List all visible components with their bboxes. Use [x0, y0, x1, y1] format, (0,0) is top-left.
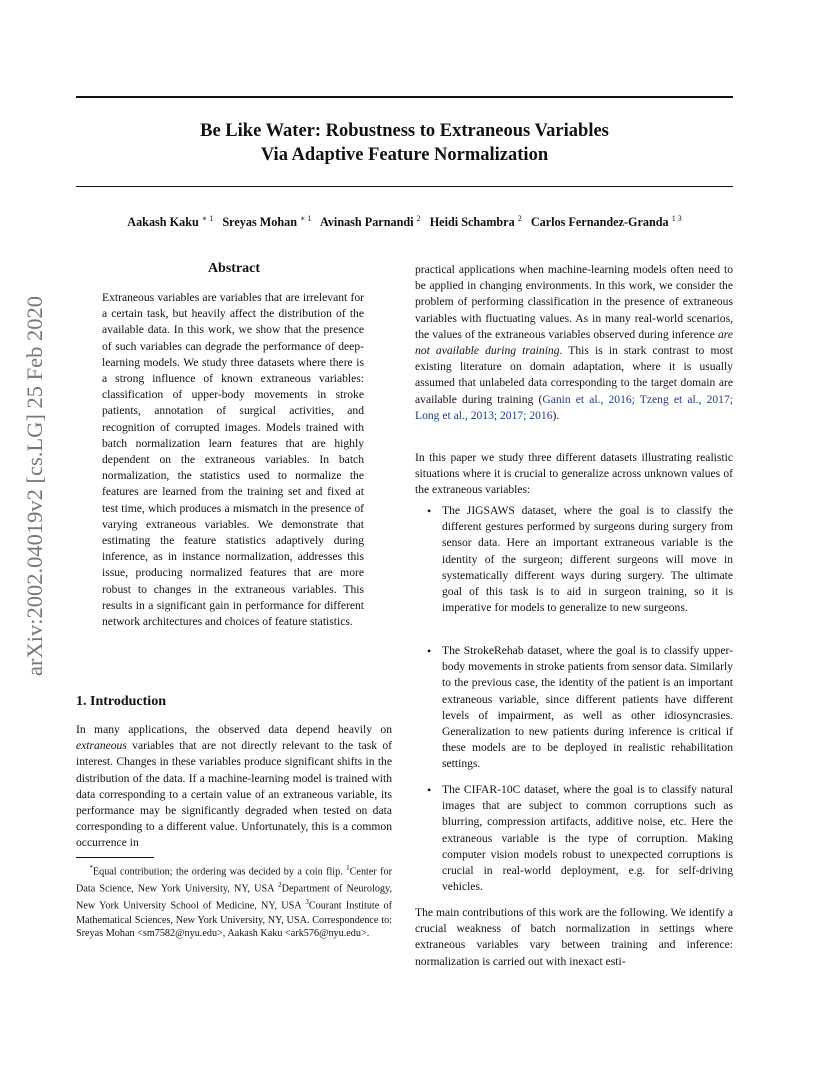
section-heading-introduction: 1. Introduction	[76, 694, 166, 709]
title-rule-bottom	[76, 186, 733, 187]
list-item: • The JIGSAWS dataset, where the goal is to classify the different gestures performed by surgeons during surgery from sensor data. Here an important extraneous variable is the identity of the surgeon; different surgeons will move in systematically different ways during surgery. The ultimate goal of this task is to aid in surgeon training, so it is imperative for models to generalize to new surgeons.	[415, 503, 733, 616]
list-item: • The StrokeRehab dataset, where the goal is to classify upper-body movements in stroke patients from sensor data. Similarly to the previous case, the identity of the patient is an important extraneous variable, since different patients have different levels of impairment, as well as other idiosyncrasies. Generalization to new patients during inference is critical if these models are to be deployed in realistic rehabilitation settings.	[415, 643, 733, 773]
arxiv-stamp	[18, 286, 52, 686]
abstract-text: Extraneous variables are variables that are irrelevant for a certain task, but heavily affect the distribution of the available data. In this work, we show that the presence of such variables can degrade the performance of deep-learning models. We study three datasets where there is a strong influence of known extraneous variables: classification of upper-body movements in stroke patients, annotation of surgical activities, and recognition of corrupted images. Models trained with batch normalization learn features that are highly dependent on the extraneous variables. In batch normalization, the statistics used to normalize the features are learned from the training set and fixed at test time, which produces a mismatch in the presence of varying extraneous variables. We demonstrate that estimating the feature statistics adaptively during inference, as in instance normalization, addresses this issue, producing normalized features that are more robust to changes in the extraneous variables. This results in a significant gain in performance for different network architectures and choices of feature statistics.	[102, 291, 364, 629]
emphasis-text: extraneous	[76, 739, 127, 753]
footnote-text-run: Equal contribution; the ordering was decided by a coin flip.	[92, 866, 347, 878]
body-paragraph: In this paper we study three different datasets illustrating realistic situations where it is crucial to generalize across unknown values of the extraneous variables:	[415, 451, 733, 497]
footnote-text-run: Courant Institute of Mathematical Sciences, New York University, NY, USA. Correspondence to: Sreyas Mohan <sm7582@nyu.edu>, Aakash Kaku <ark576@nyu.edu>.	[76, 900, 392, 940]
footnote-marker: 1	[346, 864, 350, 872]
text-run: In many applications, the observed data depend heavily on	[76, 723, 392, 736]
dataset-list	[415, 643, 733, 773]
citation-link[interactable]: Ganin et al., 2016; Tzeng et al., 2017; Long et al., 2013; 2017; 2016	[415, 392, 733, 422]
footnote-marker: 2	[278, 881, 282, 890]
dataset-list	[415, 503, 733, 616]
paper-title-line-1: Be Like Water: Robustness to Extraneous Variables	[200, 121, 609, 141]
author-affiliation: 1 3	[671, 214, 682, 223]
introduction-paragraph	[76, 722, 392, 852]
footnote	[76, 862, 392, 941]
author-name: Sreyas Mohan	[222, 215, 297, 230]
footnote-text-run: Center for Data Science, New York University, NY, USA	[76, 866, 393, 895]
paper-title-line-2: Via Adaptive Feature Normalization	[260, 145, 549, 165]
author-name: Heidi Schambra	[429, 215, 515, 230]
list-item: • The CIFAR-10C dataset, where the goal is to classify natural images that are subject to common corruptions such as blurring, compression artifacts, additive noise, etc. Here the extraneous variable is the type of corruption. Making computer vision models robust to unexpected corruptions is crucial in real-world deployment, e.g. for self-driving vehicles.	[415, 782, 733, 895]
author-affiliation: 2	[517, 214, 522, 223]
title-rule-top	[76, 96, 733, 98]
text-run: ).	[552, 408, 560, 422]
author-affiliation: ∗ 1	[300, 214, 312, 223]
author-list	[76, 214, 733, 230]
text-run: . This is in stark contrast to most existing literature on domain adaptation, where it is usually assumed that unlabeled data corresponding to the target domain are available during training (	[415, 344, 733, 406]
author-affiliation: 2	[416, 214, 421, 223]
author-name: Avinash Parnandi	[319, 215, 414, 230]
abstract-heading: Abstract	[207, 261, 261, 276]
footnote-text-run: Department of Neurology, New York University School of Medicine, NY, USA	[76, 883, 393, 912]
text-run: practical applications when machine-learning models often need to be applied in changing environments. In this work, we consider the problem of performing classification in the presence of extraneous variables with fluctuating values. As in many real-world scenarios, the values of the extraneous variables observed during inference	[415, 263, 733, 341]
footnote-marker: 3	[305, 898, 309, 907]
arxiv-stamp-text: arXiv:2002.04019v2 [cs.LG] 25 Feb 2020	[22, 296, 47, 676]
footnote-marker: *	[89, 864, 93, 872]
emphasis-text: are not available during training	[415, 327, 733, 358]
footnote-rule	[76, 857, 154, 858]
dataset-list	[415, 782, 733, 895]
body-paragraph	[415, 262, 733, 424]
body-paragraph: The main contributions of this work are the following. We identify a crucial weakness of batch normalization in settings where extraneous variables vary between training and inference: normalization is carried out with inexact esti-	[415, 906, 733, 968]
author-name: Aakash Kaku	[127, 215, 199, 230]
author-affiliation: ∗ 1	[201, 214, 214, 223]
text-run: variables that are not directly relevant to the task of interest. Changes in these variables produce significant shifts in the distribution of the data. If a machine-learning model is trained with data corresponding to a certain value of an extraneous variable, its performance may be significantly degraded when tested on data corresponding to a different value. Unfortunately, this is a common occurrence in	[76, 739, 392, 850]
author-name: Carlos Fernandez-Granda	[530, 215, 669, 230]
